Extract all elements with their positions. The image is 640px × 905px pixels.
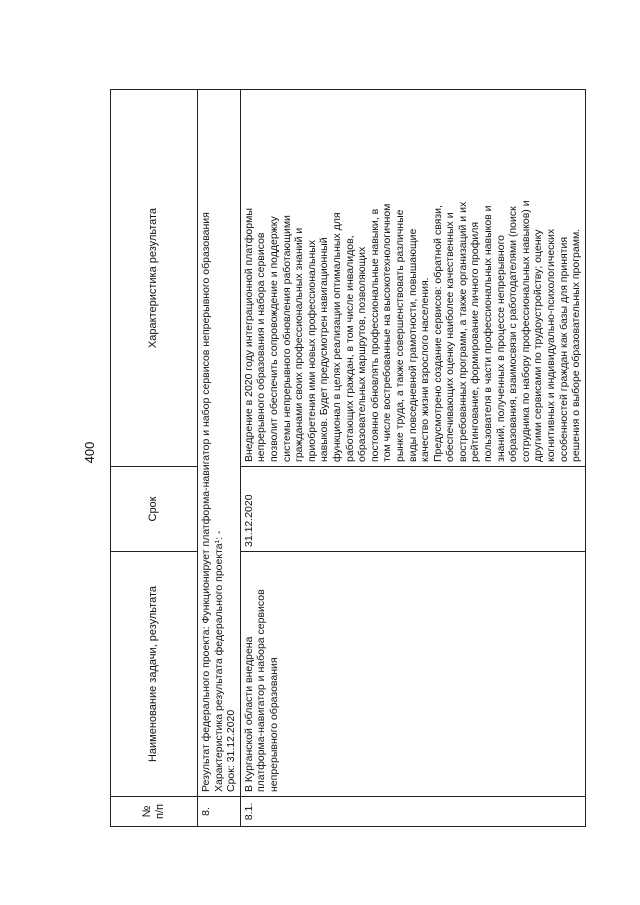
row8-line: Срок: 31.12.2020 xyxy=(225,709,238,792)
name-line: В Курганской области внедрена xyxy=(242,636,255,792)
char-line: качество жизни взрослого населения. xyxy=(419,277,432,462)
char-line: позволит обеспечить сопровождение и поддержку xyxy=(267,216,280,462)
char-line: приобретения ими новых профессиональных xyxy=(305,239,318,462)
char-line: виды повседневной грамотности, повышающие xyxy=(406,228,419,462)
char-line: востребованных программ, а также организаций и их xyxy=(456,201,469,462)
char-line: обеспечивающих оценку наиболее качественных и xyxy=(444,212,457,462)
char-line: Предусмотрено создание сервисов: обратной связи, xyxy=(431,205,444,462)
char-line: другими сервисами по трудоустройству; оценку xyxy=(532,229,545,462)
header-characteristic: Характеристика результата xyxy=(111,90,198,467)
char-line: решения о выборе образовательных программ. xyxy=(570,228,583,462)
char-line: знаний, полученных в процессе непрерывного xyxy=(494,234,507,462)
row8-line: Характеристика результата федерального проекта¹: - xyxy=(212,530,225,792)
char-line: том числе востребованные на высокотехнологичном xyxy=(381,203,394,462)
row8-number: 8. xyxy=(198,797,241,827)
page-number: 400 xyxy=(82,441,97,464)
char-line: навыков. Будет предусмотрен навигационный xyxy=(318,237,331,462)
header-task-name: Наименование задачи, результата xyxy=(111,552,198,797)
char-line: постоянно обновлять профессиональные навыки, в xyxy=(368,208,381,462)
row81-number: 8.1. xyxy=(240,797,585,827)
row8-federal-result xyxy=(198,90,241,797)
char-line: пользователя в части профессиональных навыков и xyxy=(482,205,495,462)
char-line: гражданами своих профессиональных знаний и xyxy=(293,227,306,462)
header-number: № п/п xyxy=(111,797,198,827)
char-line: работающих граждан, в том числе инвалидов, xyxy=(343,235,356,462)
row81-characteristic xyxy=(240,90,585,467)
char-line: когнитивных и индивидуально-психологических xyxy=(545,228,558,462)
char-line: Внедрение в 2020 году интеграционной платформы xyxy=(242,208,255,462)
row8-line: Результат федерального проекта: Функционирует платформа-навигатор и набор сервисов непрерывного образования xyxy=(200,212,212,792)
table-header-row xyxy=(111,90,198,827)
char-line: образования, взаимосвязи с работодателями (поиск xyxy=(507,206,520,462)
char-line: особенностей граждан как базы для принятия xyxy=(557,236,570,462)
name-line: платформа-навигатор и набора сервисов xyxy=(255,589,268,792)
char-line: сотрудника по набору профессиональных навыков) и xyxy=(519,200,532,462)
char-line: функционал в целях реализации оптимальных для xyxy=(330,212,343,462)
char-line: рейтингование, формирование личного профиля xyxy=(469,221,482,462)
row81-task-name xyxy=(240,552,585,797)
row81-deadline: 31.12.2020 xyxy=(240,467,585,552)
name-line: непрерывного образования xyxy=(267,657,280,792)
table-row-8-1 xyxy=(240,90,585,827)
table-row-8 xyxy=(198,90,241,827)
results-table xyxy=(110,89,586,827)
char-line: непрерывного образования и набора сервисов xyxy=(255,232,268,462)
char-line: рынке труда, а также совершенствовать различные xyxy=(393,209,406,462)
header-deadline: Срок xyxy=(111,467,198,552)
char-line: образовательных маршрутов, позволяющих xyxy=(356,246,369,462)
char-line: системы непрерывного обновления работающими xyxy=(280,215,293,462)
